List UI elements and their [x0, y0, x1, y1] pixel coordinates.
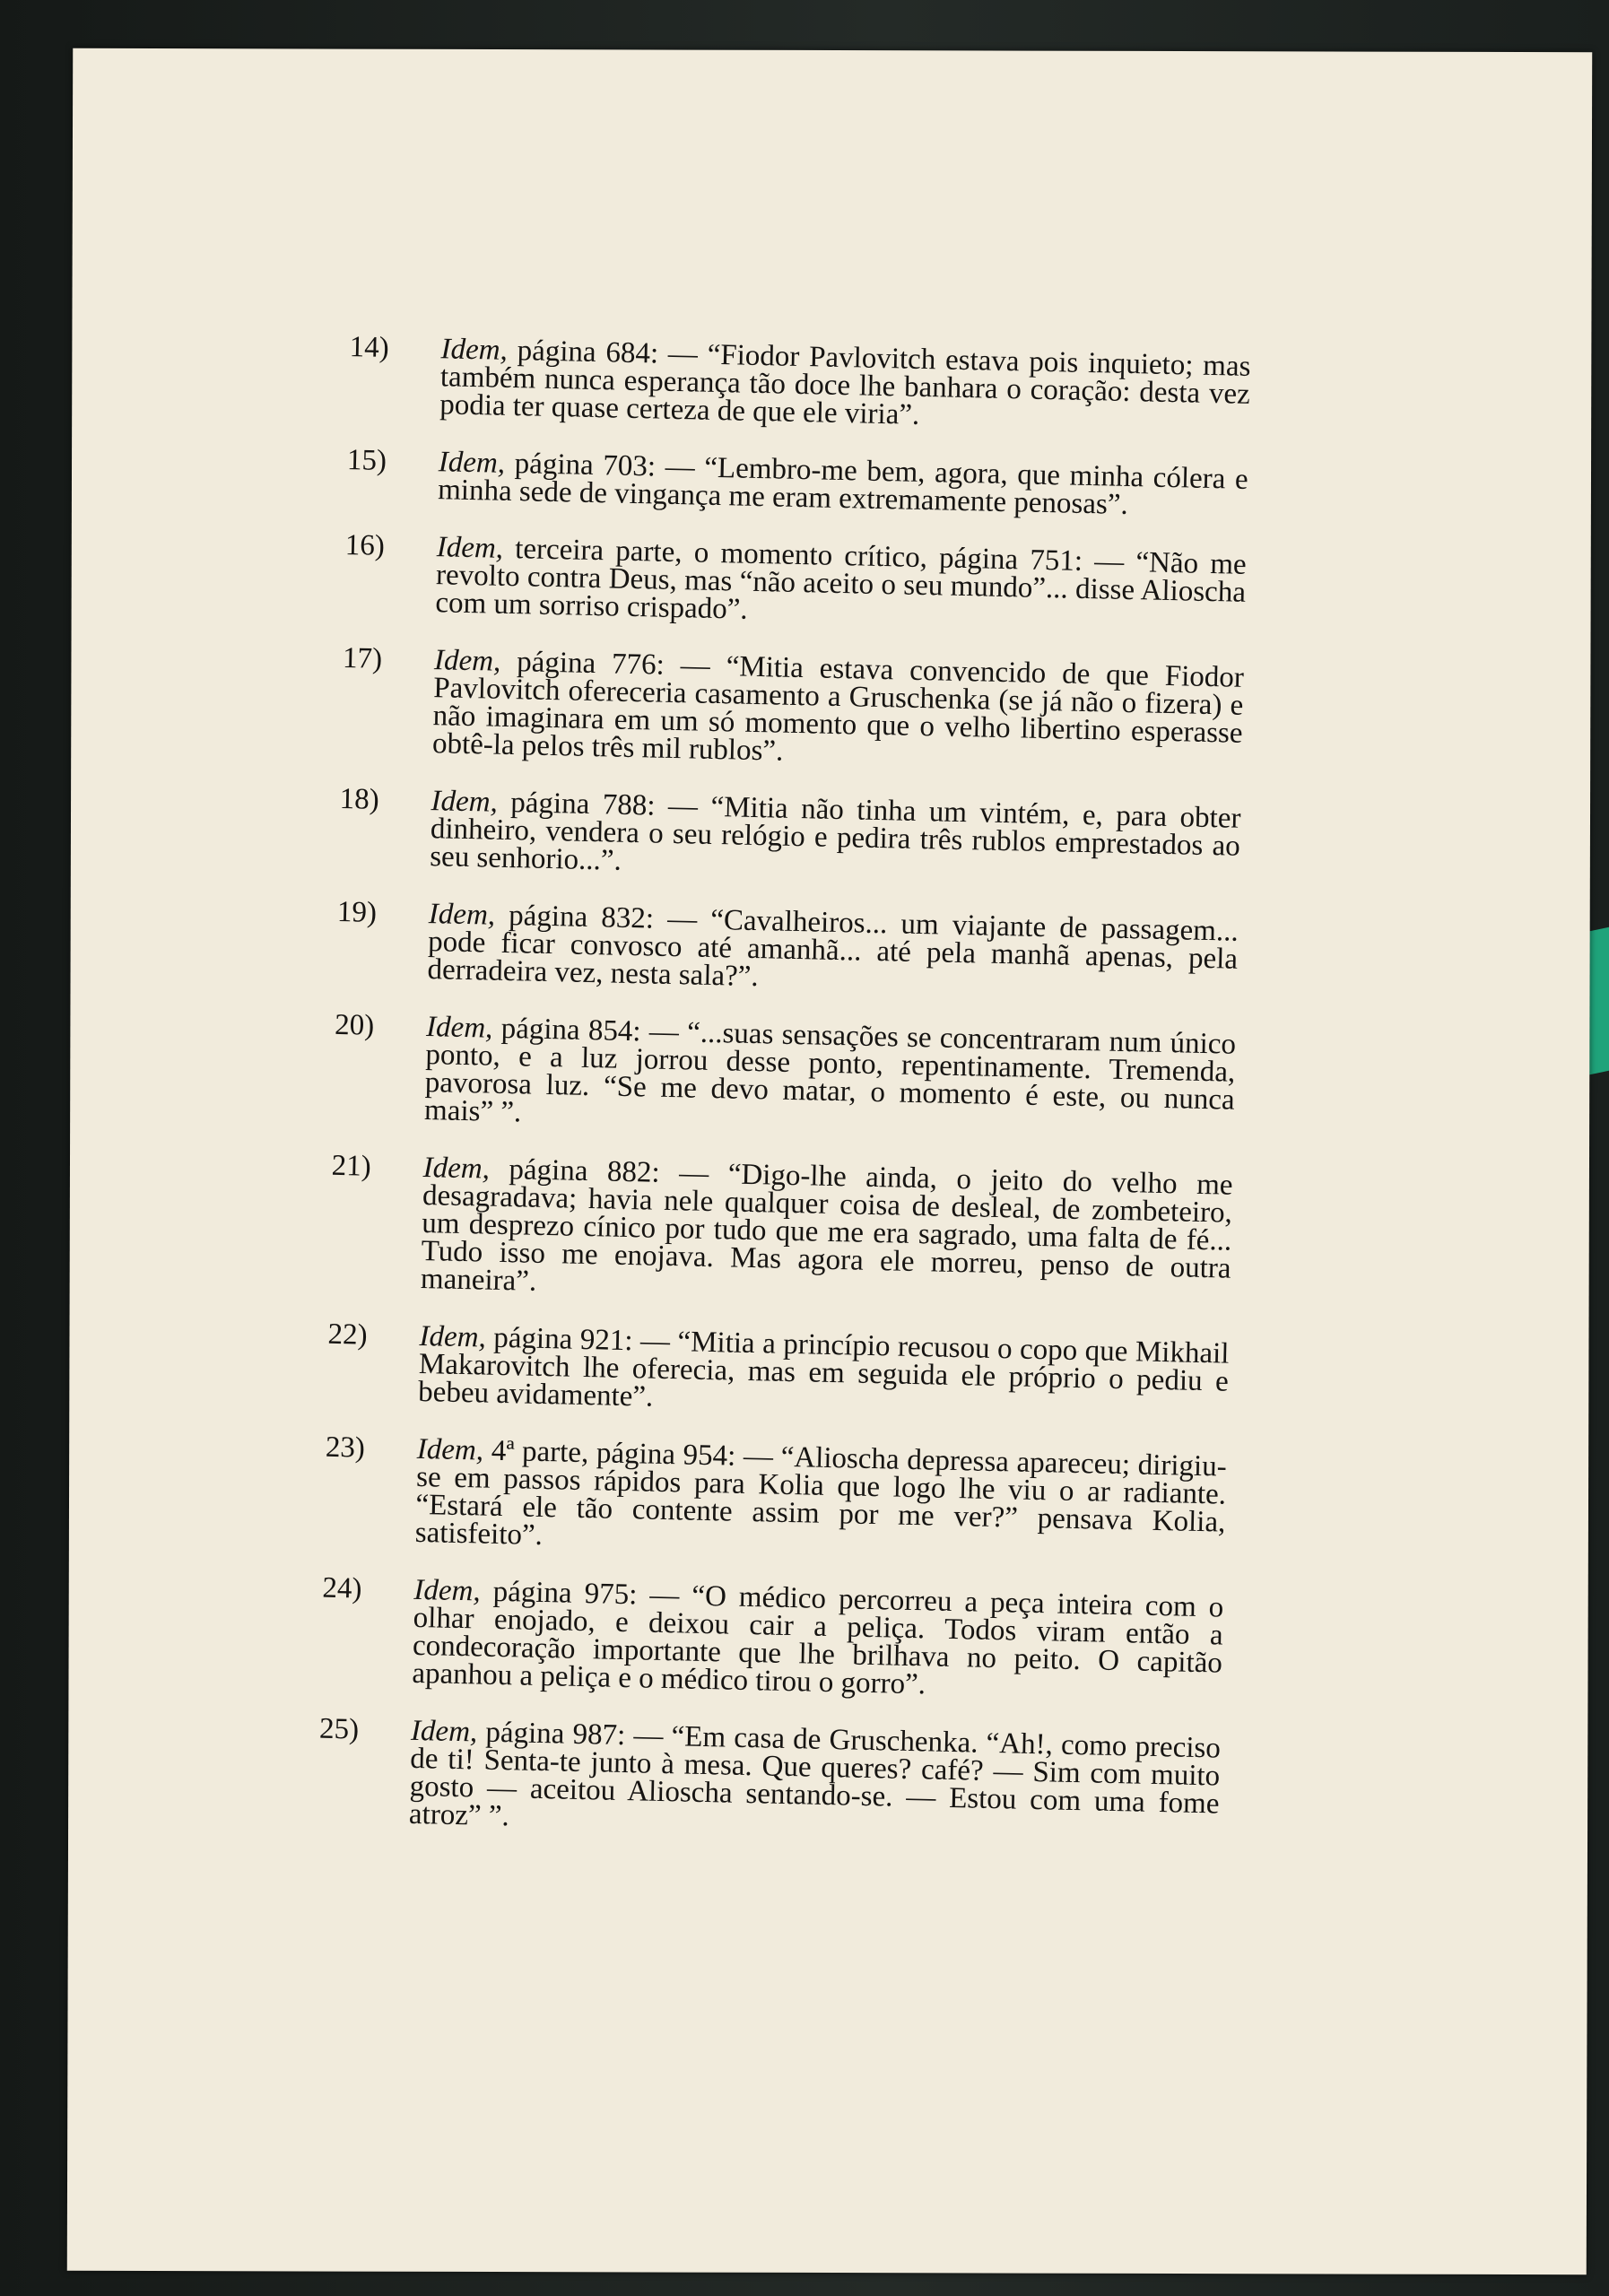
- endnote-21: [329, 1149, 1241, 1311]
- endnotes-list: [317, 331, 1259, 1876]
- endnote-body: 4ª parte, página 954: — “Alioscha depressa apareceu; dirigiu-se em passos rápidos para Kolia que logo lhe viu o ar radiante. “Estará ele tão contente assim por me ver?” pensava Kolia, satisfeito”.: [414, 1434, 1234, 1552]
- endnote-19: [335, 895, 1247, 1002]
- endnote-idem: Idem,: [440, 333, 509, 367]
- endnote-idem: Idem,: [425, 1011, 493, 1045]
- endnote-body: página 832: — “Cavalheiros... um viajante de passagem... pode ficar convosco até amanhã... até pela manhã apenas, pela derradeira vez, nesta sala?”.: [427, 899, 1247, 994]
- endnote-16: [344, 528, 1255, 635]
- endnote-number: 24): [322, 1571, 362, 1605]
- endnote-body: página 987: — “Em casa de Gruschenka. “Ah!, como preciso de ti! Senta-te junto à mesa. Que queres? café? — Sim com muito gosto — aceitou Alioscha sentando-se. — Estou com uma fome atroz” ”.: [408, 1716, 1229, 1833]
- endnote-number: 15): [346, 443, 387, 477]
- endnote-idem: Idem,: [422, 1152, 491, 1186]
- endnote-text: [437, 446, 1257, 522]
- endnote-idem: Idem,: [410, 1714, 478, 1749]
- endnote-idem: Idem,: [419, 1319, 487, 1354]
- endnote-text: [427, 898, 1247, 1002]
- endnote-body: página 882: — “Digo-lhe ainda, o jeito do velho me desagradava; havia nele qualquer coisa de desleal, de zombeteiro, um desprezo cínico por tudo que me era sagrado, uma falta de fé... Tudo isso me enojava. Mas agora ele morreu, penso de outra maneira”.: [420, 1152, 1241, 1298]
- endnote-text: [408, 1714, 1229, 1847]
- endnote-15: [346, 443, 1257, 522]
- endnote-text: [417, 1319, 1238, 1424]
- endnote-body: página 776: — “Mitia estava convencido de que Fiodor Pavlovitch ofereceria casamento a Gruschenka (se já não o fizera) e não imaginara em um só momento que o velho libertino esperasse obtê-la pelos três mil rublos”.: [431, 645, 1252, 768]
- endnote-number: 16): [344, 528, 386, 562]
- endnote-text: [435, 531, 1255, 635]
- endnote-body: página 788: — “Mitia não tinha um vintém, e, para obter dinheiro, vendera o seu relógio e pedira três rublos emprestados ao seu senhorio...”.: [429, 786, 1249, 877]
- endnote-body: página 854: — “...suas sensações se concentraram num único ponto, e a luz jorrou desse ponto, repentinamente. Tremenda, pavorosa luz. “Se me devo matar, o momento é este, ou nunca mais” ”.: [423, 1012, 1244, 1129]
- endnote-body: página 703: — “Lembro-me bem, agora, que minha cólera e minha sede de vingança me eram extremamente penosas”.: [437, 447, 1257, 521]
- endnote-idem: Idem,: [438, 446, 506, 480]
- endnote-body: página 684: — “Fiodor Pavlovitch estava pois inquieto; mas também nunca esperança tão doce lhe banhara o coração: desta vez podia ter quase certeza de que ele viria”.: [439, 334, 1259, 431]
- endnote-idem: Idem,: [413, 1573, 482, 1608]
- endnote-idem: Idem,: [433, 644, 501, 678]
- endnote-idem: Idem,: [431, 785, 499, 819]
- endnote-text: [429, 785, 1249, 889]
- endnote-25: [317, 1712, 1229, 1847]
- endnote-23: [324, 1431, 1234, 1565]
- endnote-14: [348, 331, 1259, 437]
- endnote-number: 21): [331, 1149, 372, 1183]
- endnote-24: [320, 1571, 1231, 1706]
- endnote-text: [439, 333, 1259, 437]
- endnote-number: 25): [318, 1712, 360, 1746]
- endnote-17: [341, 641, 1252, 776]
- endnote-idem: Idem,: [436, 531, 504, 565]
- endnote-20: [333, 1008, 1244, 1143]
- endnote-number: 22): [327, 1318, 369, 1352]
- endnote-idem: Idem,: [428, 898, 496, 932]
- endnote-text: [412, 1573, 1231, 1706]
- endnote-body: terceira parte, o momento crítico, página 751: — “Não me revolto contra Deus, mas “não aceito o seu mundo”... disse Alioscha com um sorriso crispado”.: [435, 532, 1255, 626]
- endnote-idem: Idem,: [416, 1432, 484, 1467]
- endnote-text: [423, 1011, 1244, 1143]
- endnote-body: página 975: — “O médico percorreu a peça inteira com o olhar enojado, e deixou cair a peliça. Todos viram então a condecoração importante que lhe brilhava no peito. O capitão apanhou a peliça e o médico tirou o gorro”.: [412, 1575, 1231, 1701]
- endnote-text: [431, 644, 1252, 776]
- endnote-text: [414, 1432, 1234, 1565]
- endnote-body: página 921: — “Mitia a princípio recusou o copo que Mikhail Makarovitch lhe oferecia, mas em seguida ele próprio o pediu e bebeu avidamente”.: [417, 1321, 1238, 1413]
- endnote-number: 19): [336, 895, 378, 929]
- endnote-number: 18): [339, 782, 380, 816]
- endnote-number: 14): [349, 331, 390, 364]
- endnote-number: 17): [342, 641, 383, 675]
- endnote-text: [420, 1152, 1241, 1311]
- endnote-18: [338, 782, 1249, 889]
- endnote-number: 23): [325, 1431, 366, 1465]
- endnote-22: [326, 1318, 1238, 1424]
- endnote-number: 20): [334, 1008, 375, 1042]
